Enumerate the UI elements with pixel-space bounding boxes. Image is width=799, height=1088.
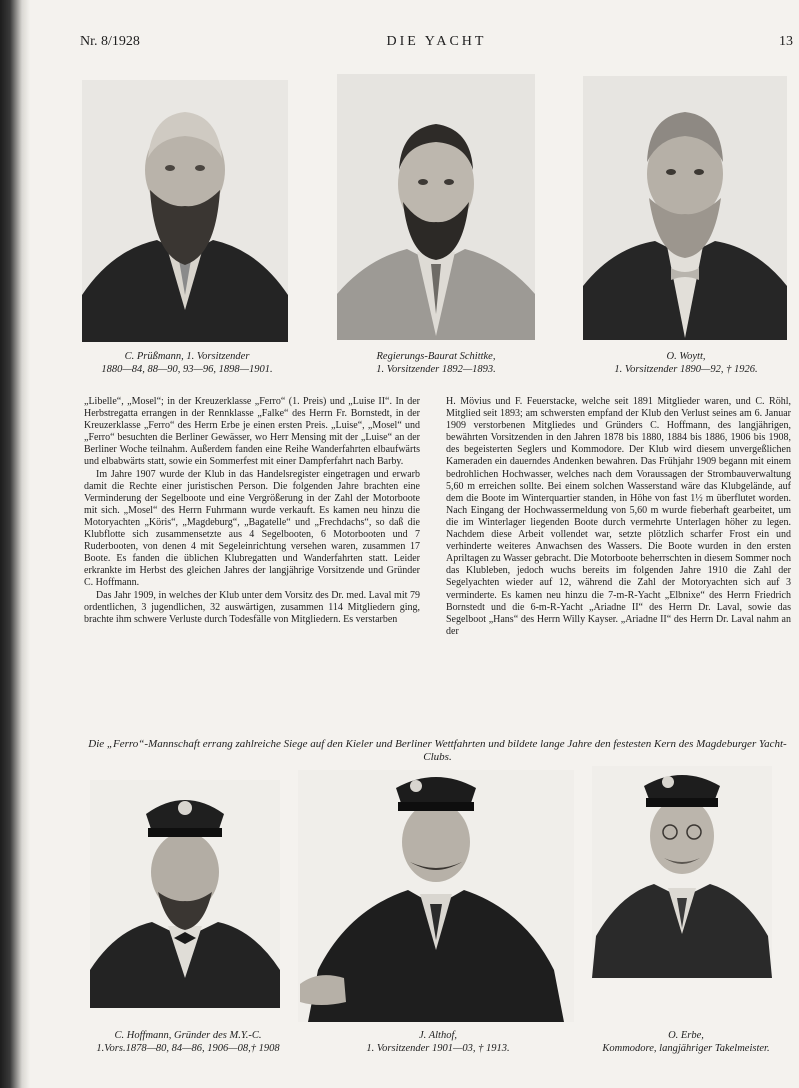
- caption-schittke: [335, 351, 537, 376]
- caption-line: 1. Vorsitzender 1901—03, † 1913.: [366, 1042, 510, 1054]
- caption-line: C. Prüßmann, 1. Vorsitzender: [124, 351, 250, 362]
- paragraph: H. Mövius und F. Feuerstacke, welche seit 1891 Mitglieder waren, und C. Röhl, Mitglied seit 1893; am schwersten empfand der Klub den Verlust seines am 6. Januar 1909 verstorbenen Mitgliedes und Gründers C. Hoffmann, des langjährigen, bewährten Vorsitzenden in den Jahren 1878 bis 1880, 1884 bis 1886, 1906 bis 1908, des begeisterten Seglers und Kommodore. Der Klub wird diesem unvergeßlichen Kameraden ein dauerndes Andenken bewahren. Das Frühjahr 1909 begann mit einem bedrohlichen Hochwasser, welches nach dem Voraussagen der Strombauverwaltung 5,60 m erreichen sollte. Bei einem solchen Wasserstand wäre das Klubgelände, auf dem die Boote im Winterquartier standen, in Höhe von fast 1½ m überflutet worden. Nach Eingang der Hochwassermeldung von 5,60 m wurde fieberhaft gearbeitet, um die im Winterlager liegenden Boote durch vermehrte Unterlagen höher zu legen. Nachdem diese Arbeit vollendet war, setzte plötzlich scharfer Frost ein und verhinderte weiteres Anwachsen des Wassers. Die Boote wurden in den ersten Apriltagen zu Wasser gebracht. Die Motorboote beherrschten in diesem Sommer noch das Klubleben, jedoch wuchs bereits im folgenden Jahre 1910 die Zahl der Segelyachten wieder auf 12, während die Zahl der Motoryachten sich auf 3 verminderte. Es kamen neu hinzu die 7-m-R-Yacht „Elbnixe“ des Herrn Friedrich Bornstedt und die 6-m-R-Yacht „Ariadne II“ des Herrn Dr. Laval, sowie das Segelboot „Hans“ des Herrn Willy Kayser. „Ariadne II“ des Herrn Dr. Laval nahm an der: [446, 396, 791, 637]
- caption-line: Kommodore, langjähriger Takelmeister.: [602, 1042, 770, 1054]
- issue-number: Nr. 8/1928: [80, 34, 140, 49]
- page-header: [80, 34, 793, 54]
- caption-erbe: [578, 1030, 794, 1055]
- caption-line: Regierungs-Baurat Schittke,: [376, 351, 496, 362]
- magazine-title: DIE YACHT: [386, 34, 487, 49]
- caption-line: 1. Vorsitzender 1892—1893.: [376, 363, 496, 375]
- paragraph: Im Jahre 1907 wurde der Klub in das Handelsregister eingetragen und erwarb damit die Rechte einer juristischen Person. Die folgenden Jahre brachten eine Verminderung der Segelboote und eine Vergrößerung in der Zahl der Motorboote mit sich. „Mosel“ des Herrn Fuhrmann wurde verkauft. Es kamen neu hinzu die Motoryachten „Köris“, „Magdeburg“, „Bagatelle“ und „Frechdachs“, so daß die Klubflotte sich zusammensetzte aus 4 Segelbooten, 6 Motorbooten und 7 Ruderbooten, von denen 4 mit Segeleinrichtung versehen waren, zusammen 17 Boote. Es fanden die üblichen Klubregatten und Wanderfahrten statt. Leider erkrankte im Herbst des gleichen Jahres der langjährige Vorsitzende und Gründer C. Hoffmann.: [84, 468, 420, 589]
- portrait-althof: [298, 770, 574, 1022]
- caption-line: J. Althof,: [418, 1030, 457, 1041]
- caption-althof: [338, 1030, 538, 1055]
- page-binding-edge: [0, 0, 30, 1088]
- article-column-right: [446, 396, 791, 638]
- portrait-pruessmann: [82, 80, 288, 342]
- ferro-crew-caption: Die „Ferro“-Mannschaft errang zahlreiche Siege auf den Kieler und Berliner Wettfahrten und bildete lange Jahre den festesten Kern des Magdeburger Yacht-Clubs.: [88, 738, 787, 763]
- caption-line: 1.Vors.1878—80, 84—86, 1906—08,† 1908: [96, 1042, 280, 1054]
- page-number: 13: [779, 34, 793, 49]
- portrait-hoffmann: [90, 780, 280, 1008]
- paragraph: Das Jahr 1909, in welches der Klub unter dem Vorsitz des Dr. med. Laval mit 79 ordentlichen, 3 jugendlichen, 32 auswärtigen, zusammen 114 Mitgliedern ging, brachte ihm schwere Verluste durch Todesfälle von Mitgliedern. Es verstarben: [84, 589, 420, 625]
- portrait-woytt: [583, 76, 787, 340]
- portrait-schittke: [337, 74, 535, 340]
- caption-line: O. Woytt,: [666, 351, 706, 362]
- caption-line: C. Hoffmann, Gründer des M.Y.-C.: [114, 1030, 262, 1041]
- caption-woytt: [583, 351, 789, 376]
- caption-line: 1880—84, 88—90, 93—96, 1898—1901.: [101, 363, 273, 375]
- caption-line: O. Erbe,: [668, 1030, 704, 1041]
- article-column-left: [84, 396, 420, 626]
- portrait-erbe: [592, 766, 772, 978]
- caption-pruessmann: [82, 351, 292, 376]
- caption-line: 1. Vorsitzender 1890—92, † 1926.: [614, 363, 758, 375]
- caption-hoffmann: [82, 1030, 294, 1055]
- paragraph: „Libelle“, „Mosel“; in der Kreuzerklasse „Ferro“ (1. Preis) und „Luise II“. In der Herbstregatta errangen in der Rennklasse „Falke“ des Herrn Fr. Bornstedt, in der Kreuzerklasse „Ferro“ des Herrn Erbe je einen ersten Preis. „Luise“, „Mosel“ und „Ferro“ besuchten die Berliner Gewässer, wo Herr Mensing mit der „Luise“ an der Berliner Woche teilnahm. Außerdem fanden eine Reihe Wanderfahrten elbaufwärts und elbabwärts statt, sowie ein Sommerfest mit einer Dampferfahrt nach Barby.: [84, 396, 420, 468]
